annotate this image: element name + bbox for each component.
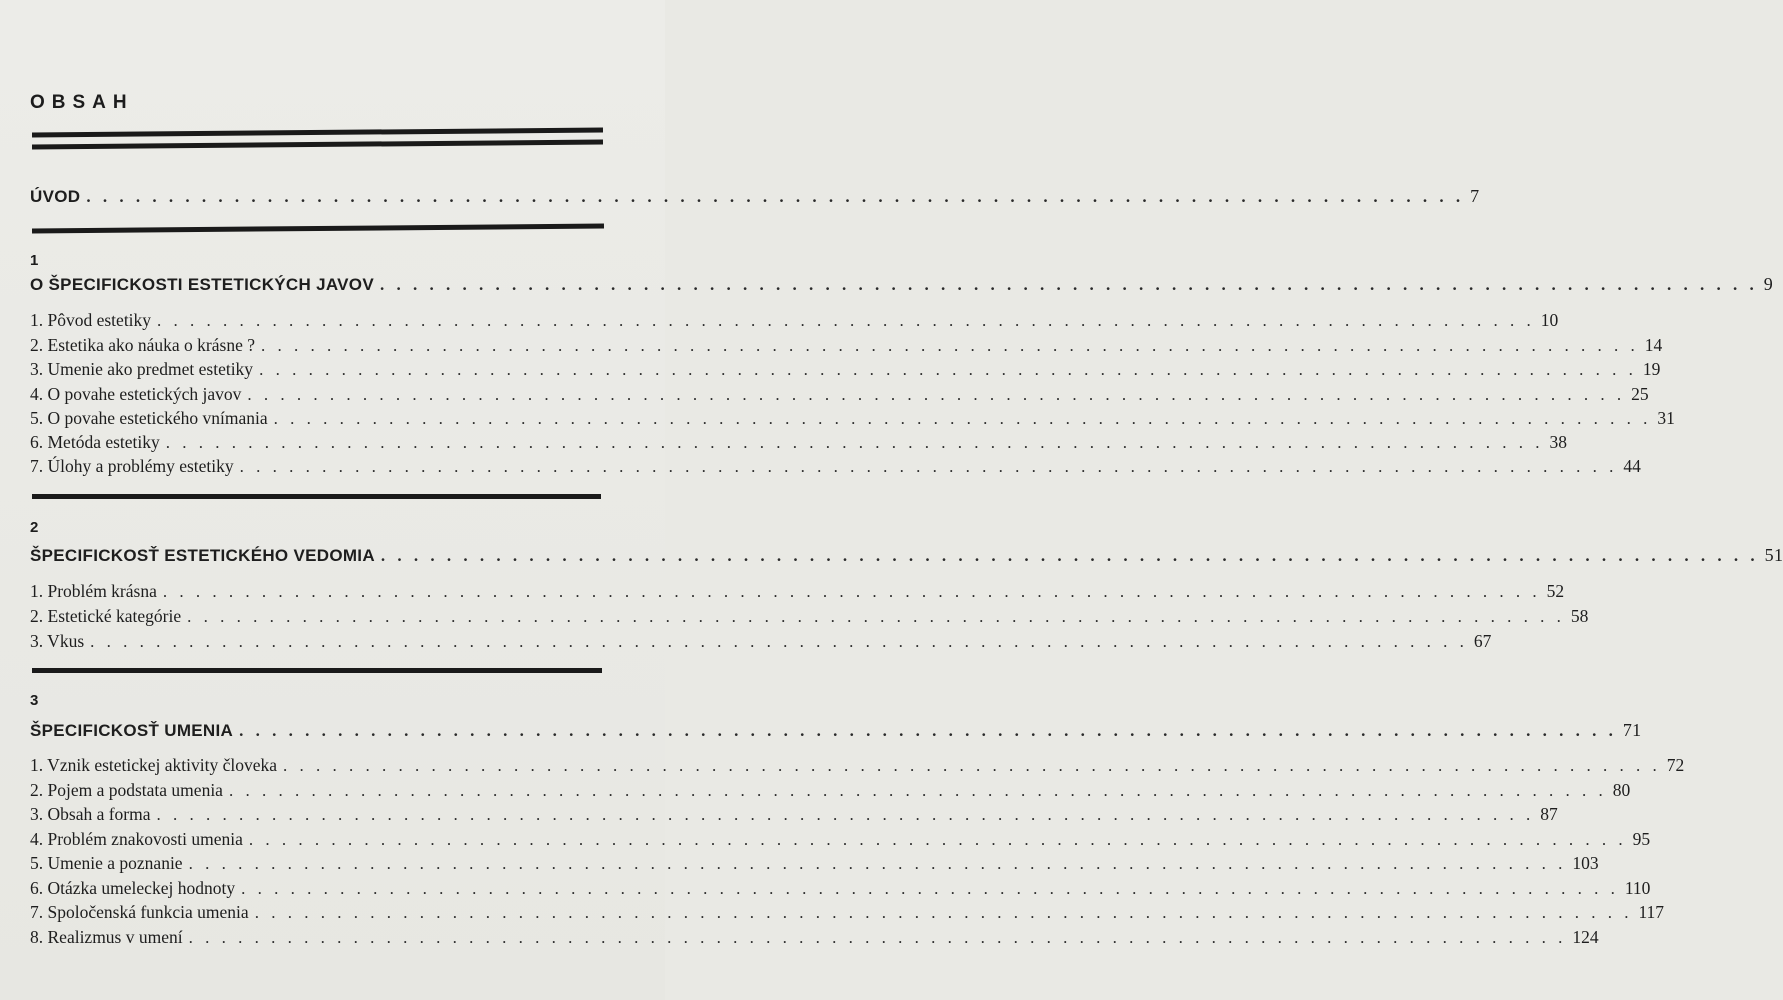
toc-item-page: 25 [1631, 384, 1649, 404]
dot-leader: . . . . . . . . . . . . . . . . . . . . . . . . . . . . . . . . . . . . . . . . . . . . . . . . . . . . . . . . . . . . . . . . . . . . . . . . . . . . . . . . . . . . [188, 928, 1567, 947]
toc-item-label: 2. Pojem a podstata umenia [30, 780, 223, 800]
toc-item-label: 1. Pôvod estetiky [30, 310, 152, 330]
toc-item-row[interactable] [30, 335, 1663, 359]
toc-item-page: 38 [1549, 432, 1568, 452]
dot-leader: . . . . . . . . . . . . . . . . . . . . . . . . . . . . . . . . . . . . . . . . . . . . . . . . . . . . . . . . . . . . . . . . . . . . . . . . . . . . . . . . . . . . [162, 582, 1541, 601]
toc-intro-row[interactable] [30, 186, 1480, 210]
toc-item-row[interactable] [30, 581, 1565, 605]
dot-leader: . . . . . . . . . . . . . . . . . . . . . . . . . . . . . . . . . . . . . . . . . . . . . . . . . . . . . . . . . . . . . . . . . . . . . . . . . . . . . . . . . . . . [254, 903, 1633, 922]
toc-item-page: 58 [1570, 606, 1589, 626]
toc-item-page: 14 [1644, 335, 1663, 355]
dot-leader: . . . . . . . . . . . . . . . . . . . . . . . . . . . . . . . . . . . . . . . . . . . . . . . . . . . . . . . . . . . . . . . . . . . . . . . . . . . . . . . . . . . . [259, 360, 1637, 379]
section-number: 1 [30, 252, 39, 269]
dot-leader: . . . . . . . . . . . . . . . . . . . . . . . . . . . . . . . . . . . . . . . . . . . . . . . . . . . . . . . . . . . . . . . . . . . . . . . . . . . . . . . . . . . . [239, 721, 1617, 740]
toc-item-row[interactable] [30, 359, 1661, 383]
toc-item-label: 4. O povahe estetických javov [30, 384, 242, 404]
toc-item-label: 5. Umenie a poznanie [30, 853, 183, 873]
double-rule-top [32, 128, 603, 138]
dot-leader: . . . . . . . . . . . . . . . . . . . . . . . . . . . . . . . . . . . . . . . . . . . . . . . . . . . . . . . . . . . . . . . . . . . . . . . . . . . . . . . . . . . . [283, 756, 1661, 775]
toc-item-label: 7. Úlohy a problémy estetiky [30, 456, 234, 476]
dot-leader: . . . . . . . . . . . . . . . . . . . . . . . . . . . . . . . . . . . . . . . . . . . . . . . . . . . . . . . . . . . . . . . . . . . . . . . . . . . . . . . . . . . . [156, 805, 1535, 824]
toc-item-page: 44 [1623, 456, 1641, 476]
toc-item-page: 72 [1666, 755, 1685, 775]
toc-chapter-row[interactable] [30, 545, 1783, 569]
toc-item-label: 7. Spoločenská funkcia umenia [30, 902, 249, 922]
toc-item-label: 1. Vznik estetickej aktivity človeka [30, 755, 278, 775]
toc-item-row[interactable] [30, 927, 1599, 951]
dot-leader: . . . . . . . . . . . . . . . . . . . . . . . . . . . . . . . . . . . . . . . . . . . . . . . . . . . . . . . . . . . . . . . . . . . . . . . . . . . . . . . . . . . . [90, 632, 1468, 651]
toc-item-label: 4. Problém znakovosti umenia [30, 829, 243, 849]
section-rule [32, 494, 601, 499]
toc-item-row[interactable] [30, 310, 1559, 334]
dot-leader: . . . . . . . . . . . . . . . . . . . . . . . . . . . . . . . . . . . . . . . . . . . . . . . . . . . . . . . . . . . . . . . . . . . . . . . . . . . . . . . . . . . . [86, 187, 1465, 206]
toc-item-label: 3. Obsah a forma [30, 804, 151, 824]
toc-item-row[interactable] [30, 853, 1599, 877]
section-number: 3 [30, 692, 39, 709]
toc-item-page: 103 [1572, 853, 1599, 873]
toc-item-row[interactable] [30, 804, 1558, 828]
toc-item-label: 3. Vkus [30, 631, 85, 651]
toc-item-row[interactable] [30, 902, 1665, 926]
toc-intro-page: 7 [1470, 186, 1480, 206]
toc-item-page: 117 [1638, 902, 1665, 922]
toc-item-page: 31 [1657, 408, 1675, 428]
dot-leader: . . . . . . . . . . . . . . . . . . . . . . . . . . . . . . . . . . . . . . . . . . . . . . . . . . . . . . . . . . . . . . . . . . . . . . . . . . . . . . . . . . . . [228, 781, 1607, 800]
toc-item-row[interactable] [30, 631, 1492, 655]
chapter-page: 9 [1763, 274, 1774, 294]
toc-chapter-row[interactable] [30, 720, 1642, 744]
toc-item-row[interactable] [30, 456, 1641, 480]
section-rule [32, 224, 604, 234]
double-rule-bottom [32, 140, 603, 150]
dot-leader: . . . . . . . . . . . . . . . . . . . . . . . . . . . . . . . . . . . . . . . . . . . . . . . . . . . . . . . . . . . . . . . . . . . . . . . . . . . . . . . . . . . . [248, 830, 1627, 849]
toc-item-page: 110 [1624, 878, 1651, 898]
toc-item-row[interactable] [30, 755, 1685, 779]
toc-item-row[interactable] [30, 408, 1675, 432]
page-title: OBSAH [30, 92, 134, 113]
dot-leader: . . . . . . . . . . . . . . . . . . . . . . . . . . . . . . . . . . . . . . . . . . . . . . . . . . . . . . . . . . . . . . . . . . . . . . . . . . . . . . . . . . . . [188, 854, 1567, 873]
toc-item-row[interactable] [30, 432, 1568, 456]
dot-leader: . . . . . . . . . . . . . . . . . . . . . . . . . . . . . . . . . . . . . . . . . . . . . . . . . . . . . . . . . . . . . . . . . . . . . . . . . . . . . . . . . . . . [157, 311, 1535, 330]
dot-leader: . . . . . . . . . . . . . . . . . . . . . . . . . . . . . . . . . . . . . . . . . . . . . . . . . . . . . . . . . . . . . . . . . . . . . . . . . . . . . . . . . . . . [261, 336, 1639, 355]
toc-item-label: 2. Estetika ako náuka o krásne ? [30, 335, 255, 355]
toc-chapter-row[interactable] [30, 274, 1774, 298]
dot-leader: . . . . . . . . . . . . . . . . . . . . . . . . . . . . . . . . . . . . . . . . . . . . . . . . . . . . . . . . . . . . . . . . . . . . . . . . . . . . . . . . . . . . [165, 433, 1544, 452]
toc-item-page: 10 [1540, 310, 1559, 330]
toc-item-label: 6. Otázka umeleckej hodnoty [30, 878, 236, 898]
toc-item-row[interactable] [30, 606, 1589, 630]
toc-item-page: 87 [1540, 804, 1558, 824]
toc-item-label: 2. Estetické kategórie [30, 606, 182, 626]
toc-item-page: 95 [1632, 829, 1651, 849]
section-rule [32, 668, 602, 673]
dot-leader: . . . . . . . . . . . . . . . . . . . . . . . . . . . . . . . . . . . . . . . . . . . . . . . . . . . . . . . . . . . . . . . . . . . . . . . . . . . . . . . . . . . . [239, 457, 1618, 476]
dot-leader: . . . . . . . . . . . . . . . . . . . . . . . . . . . . . . . . . . . . . . . . . . . . . . . . . . . . . . . . . . . . . . . . . . . . . . . . . . . . . . . . . . . . [247, 385, 1626, 404]
dot-leader: . . . . . . . . . . . . . . . . . . . . . . . . . . . . . . . . . . . . . . . . . . . . . . . . . . . . . . . . . . . . . . . . . . . . . . . . . . . . . . . . . . . . [273, 409, 1652, 428]
toc-item-label: 3. Umenie ako predmet estetiky [30, 359, 254, 379]
toc-item-page: 80 [1612, 780, 1631, 800]
toc-item-page: 19 [1642, 359, 1661, 379]
dot-leader: . . . . . . . . . . . . . . . . . . . . . . . . . . . . . . . . . . . . . . . . . . . . . . . . . . . . . . . . . . . . . . . . . . . . . . . . . . . . . . . . . . . . [380, 546, 1759, 565]
toc-item-page: 67 [1473, 631, 1492, 651]
toc-intro-title: ÚVOD [30, 187, 81, 206]
section-number: 2 [30, 519, 39, 536]
toc-item-row[interactable] [30, 878, 1651, 902]
toc-item-page: 52 [1546, 581, 1565, 601]
chapter-title: O ŠPECIFICKOSTI ESTETICKÝCH JAVOV [30, 275, 374, 294]
chapter-title: ŠPECIFICKOSŤ UMENIA [30, 721, 234, 740]
toc-item-label: 6. Metóda estetiky [30, 432, 160, 452]
toc-item-label: 8. Realizmus v umení [30, 927, 183, 947]
chapter-page: 51 [1764, 545, 1783, 565]
dot-leader: . . . . . . . . . . . . . . . . . . . . . . . . . . . . . . . . . . . . . . . . . . . . . . . . . . . . . . . . . . . . . . . . . . . . . . . . . . . . . . . . . . . . [241, 879, 1619, 898]
toc-item-row[interactable] [30, 384, 1649, 408]
chapter-page: 71 [1622, 720, 1642, 740]
toc-item-row[interactable] [30, 829, 1651, 853]
toc-item-label: 1. Problém krásna [30, 581, 157, 601]
toc-item-row[interactable] [30, 780, 1631, 804]
dot-leader: . . . . . . . . . . . . . . . . . . . . . . . . . . . . . . . . . . . . . . . . . . . . . . . . . . . . . . . . . . . . . . . . . . . . . . . . . . . . . . . . . . . . [379, 275, 1758, 294]
toc-item-page: 124 [1572, 927, 1599, 947]
dot-leader: . . . . . . . . . . . . . . . . . . . . . . . . . . . . . . . . . . . . . . . . . . . . . . . . . . . . . . . . . . . . . . . . . . . . . . . . . . . . . . . . . . . . [187, 607, 1565, 626]
chapter-title: ŠPECIFICKOSŤ ESTETICKÉHO VEDOMIA [30, 546, 375, 565]
toc-item-label: 5. O povahe estetického vnímania [30, 408, 268, 428]
